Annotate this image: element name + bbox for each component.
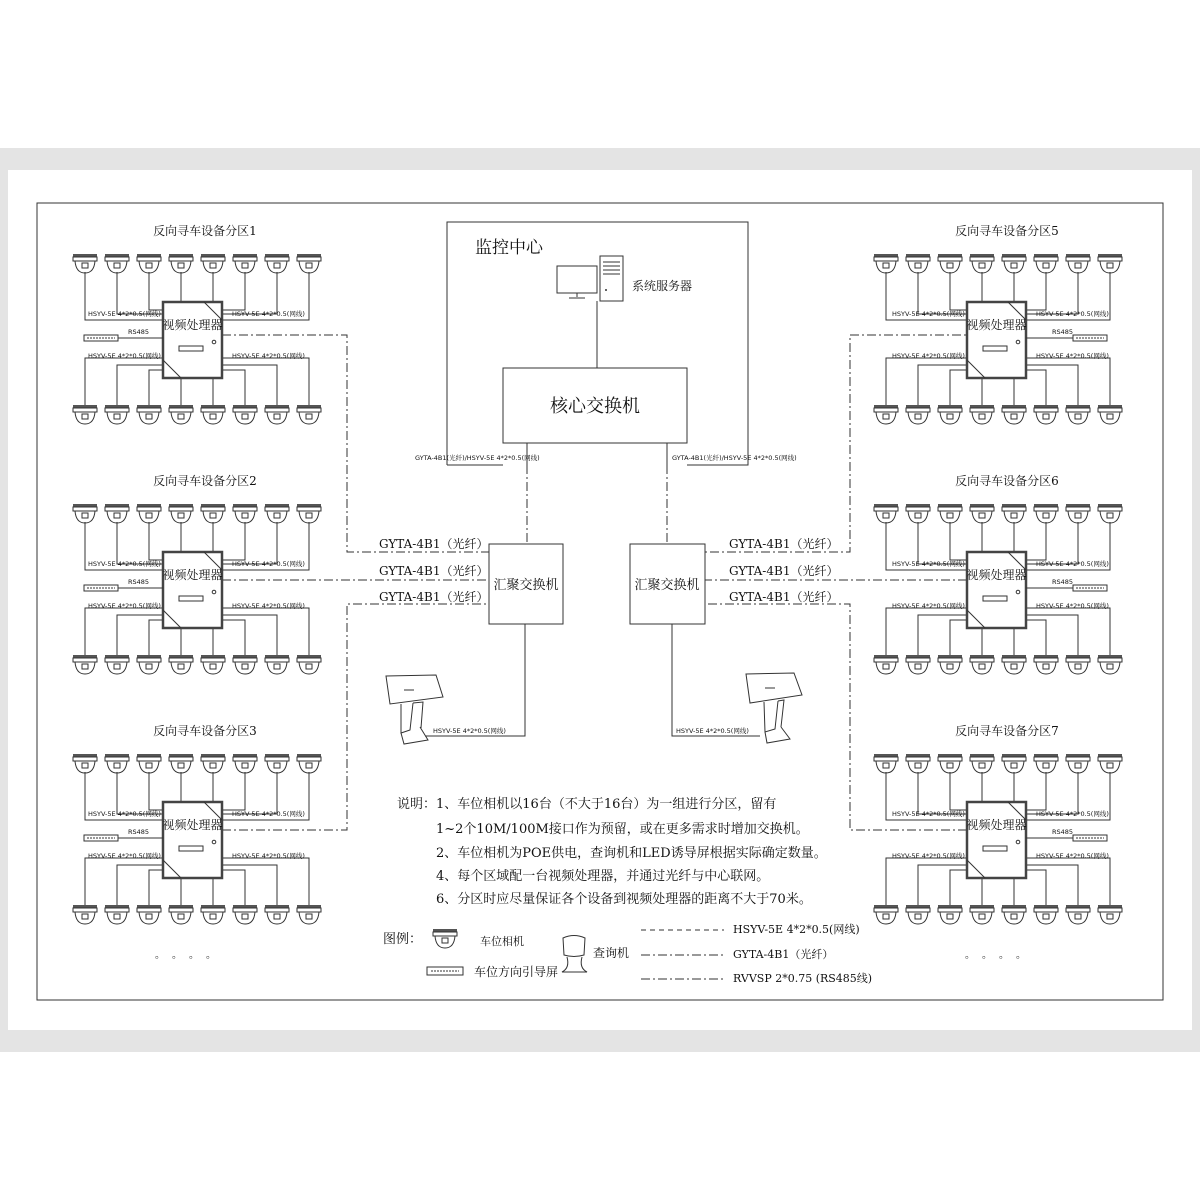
camera-icon: [1034, 405, 1058, 424]
camera-icon: [297, 405, 321, 424]
camera-icon: [1002, 504, 1026, 523]
video-processor: [966, 552, 1026, 628]
camera-icon: [297, 754, 321, 773]
legend-rs485-label: RVVSP 2*0.75 (RS485线): [733, 972, 873, 985]
camera-icon: [137, 254, 161, 273]
fiber-label: GYTA-4B1（光纤）: [729, 537, 839, 551]
rs485-label: RS485: [128, 828, 150, 836]
camera-icon: [137, 754, 161, 773]
camera-icon: [1098, 905, 1122, 924]
legend-title: 图例：: [383, 932, 423, 947]
cable-label: HSYV-5E 4*2*0.5(网线): [232, 602, 305, 610]
zone-5: [874, 223, 1122, 424]
video-processor-label: 视频处理器: [966, 818, 1027, 832]
notes-prefix: 说明：: [397, 797, 437, 812]
cable-label: HSYV-5E 4*2*0.5(网线): [232, 310, 305, 318]
camera-icon: [265, 405, 289, 424]
camera-icon: [906, 905, 930, 924]
legend-guide-screen-label: 车位方向引导屏: [474, 965, 559, 979]
cable-label: HSYV-5E 4*2*0.5(网线): [232, 810, 305, 818]
camera-icon: [970, 254, 994, 273]
camera-icon: [970, 905, 994, 924]
monitoring-center: [415, 222, 797, 544]
zone-title: 反向寻车设备分区5: [955, 224, 1059, 238]
legend-kiosk-label: 查询机: [593, 946, 630, 960]
camera-icon: [105, 254, 129, 273]
core-switch-label: 核心交换机: [550, 396, 640, 417]
camera-icon: [297, 655, 321, 674]
guide-screen-icon: [84, 835, 118, 841]
kiosk-cable-label: HSYV-5E 4*2*0.5(网线): [676, 727, 749, 735]
camera-icon: [906, 754, 930, 773]
video-processor: [966, 802, 1026, 878]
rs485-label: RS485: [128, 578, 150, 586]
cable-label: HSYV-5E 4*2*0.5(网线): [892, 352, 965, 360]
notes: [397, 796, 827, 907]
core-link-left-label: GYTA-4B1(光纤)/HSYV-5E 4*2*0.5(网线): [415, 454, 540, 462]
cable-label: HSYV-5E 4*2*0.5(网线): [1036, 560, 1109, 568]
cable-label: HSYV-5E 4*2*0.5(网线): [1036, 852, 1109, 860]
camera-icon: [201, 905, 225, 924]
camera-icon: [1066, 254, 1090, 273]
note-line: 1、车位相机以16台（不大于16台）为一组进行分区，留有: [436, 797, 777, 812]
camera-icon: [1034, 655, 1058, 674]
camera-icon: [105, 754, 129, 773]
cable-label: HSYV-5E 4*2*0.5(网线): [88, 560, 161, 568]
camera-icon: [137, 504, 161, 523]
camera-icon: [1002, 905, 1026, 924]
camera-icon: [233, 504, 257, 523]
camera-icon: [1002, 405, 1026, 424]
rs485-label: RS485: [1052, 328, 1074, 336]
cable-label: HSYV-5E 4*2*0.5(网线): [232, 560, 305, 568]
guide-screen-icon: [1073, 585, 1107, 591]
rs485-label: RS485: [1052, 828, 1074, 836]
camera-icon: [201, 405, 225, 424]
fiber-label: GYTA-4B1（光纤）: [729, 564, 839, 578]
camera-icon: [233, 405, 257, 424]
camera-icon: [1066, 905, 1090, 924]
guide-screen-icon: [427, 967, 463, 975]
camera-icon: [874, 905, 898, 924]
camera-icon: [201, 254, 225, 273]
camera-icon: [1098, 754, 1122, 773]
cable-label: HSYV-5E 4*2*0.5(网线): [232, 352, 305, 360]
camera-icon: [297, 254, 321, 273]
camera-icon: [233, 754, 257, 773]
camera-icon: [938, 905, 962, 924]
note-line: 6、分区时应尽量保证各个设备到视频处理器的距离不大于70米。: [436, 892, 812, 907]
video-processor: [162, 552, 222, 628]
fiber-label: GYTA-4B1（光纤）: [729, 590, 839, 604]
cable-label: HSYV-5E 4*2*0.5(网线): [892, 602, 965, 610]
camera-icon: [297, 504, 321, 523]
kiosk-icon: [562, 936, 587, 973]
video-processor-label: 视频处理器: [162, 568, 223, 582]
video-processor: [162, 802, 222, 878]
guide-screen-icon: [1073, 835, 1107, 841]
guide-screen-icon: [84, 585, 118, 591]
camera-icon: [105, 655, 129, 674]
camera-icon: [938, 405, 962, 424]
video-processor: [162, 302, 222, 378]
cable-label: HSYV-5E 4*2*0.5(网线): [88, 852, 161, 860]
cable-label: HSYV-5E 4*2*0.5(网线): [892, 810, 965, 818]
camera-icon: [169, 405, 193, 424]
guide-screen-icon: [84, 335, 118, 341]
video-processor-label: 视频处理器: [966, 568, 1027, 582]
zone-1: [73, 223, 321, 424]
camera-icon: [169, 905, 193, 924]
camera-icon: [906, 504, 930, 523]
cable-label: HSYV-5E 4*2*0.5(网线): [892, 560, 965, 568]
camera-icon: [874, 405, 898, 424]
core-link-right-label: GYTA-4B1(光纤)/HSYV-5E 4*2*0.5(网线): [672, 454, 797, 462]
cable-label: HSYV-5E 4*2*0.5(网线): [88, 352, 161, 360]
camera-icon: [938, 254, 962, 273]
camera-icon: [265, 504, 289, 523]
camera-icon: [233, 655, 257, 674]
server-tower-icon: [600, 256, 623, 301]
camera-icon: [970, 754, 994, 773]
camera-icon: [201, 655, 225, 674]
camera-icon: [169, 504, 193, 523]
note-line: 2、车位相机为POE供电，查询机和LED诱导屏根据实际确定数量。: [436, 846, 827, 861]
zone-title: 反向寻车设备分区6: [955, 474, 1059, 488]
zone-title: 反向寻车设备分区2: [153, 474, 257, 488]
cable-label: HSYV-5E 4*2*0.5(网线): [232, 852, 305, 860]
camera-icon: [73, 405, 97, 424]
camera-icon: [1098, 655, 1122, 674]
camera-icon: [73, 504, 97, 523]
camera-icon: [1066, 655, 1090, 674]
camera-icon: [906, 655, 930, 674]
camera-icon: [1098, 254, 1122, 273]
camera-icon: [105, 504, 129, 523]
camera-icon: [201, 504, 225, 523]
camera-icon: [970, 405, 994, 424]
camera-icon: [874, 655, 898, 674]
camera-icon: [1002, 254, 1026, 273]
monitor-icon: [557, 266, 597, 298]
camera-icon: [1034, 254, 1058, 273]
fiber-label: GYTA-4B1（光纤）: [379, 564, 489, 578]
camera-icon: [169, 655, 193, 674]
cable-label: HSYV-5E 4*2*0.5(网线): [88, 602, 161, 610]
camera-icon: [906, 254, 930, 273]
note-line: 4、每个区域配一台视频处理器，并通过光纤与中心联网。: [436, 869, 770, 884]
camera-icon: [874, 254, 898, 273]
camera-icon: [137, 905, 161, 924]
kiosk-right: [672, 624, 802, 743]
camera-icon: [73, 905, 97, 924]
camera-icon: [1098, 405, 1122, 424]
rs485-label: RS485: [1052, 578, 1074, 586]
camera-icon: [73, 754, 97, 773]
video-processor-label: 视频处理器: [162, 318, 223, 332]
more-devices-ellipsis: 。。。。: [965, 950, 1038, 961]
camera-icon: [73, 254, 97, 273]
cable-label: HSYV-5E 4*2*0.5(网线): [1036, 810, 1109, 818]
camera-icon: [970, 504, 994, 523]
legend: [383, 922, 872, 985]
camera-icon: [265, 254, 289, 273]
monitoring-center-title: 监控中心: [475, 238, 543, 258]
video-processor-label: 视频处理器: [966, 318, 1027, 332]
camera-icon: [938, 504, 962, 523]
video-processor-label: 视频处理器: [162, 818, 223, 832]
legend-network-label: HSYV-5E 4*2*0.5(网线): [733, 923, 860, 936]
camera-icon: [874, 504, 898, 523]
more-devices-ellipsis: 。。。。: [155, 950, 228, 961]
camera-icon: [874, 754, 898, 773]
camera-icon: [73, 655, 97, 674]
camera-icon: [1034, 905, 1058, 924]
camera-icon: [265, 905, 289, 924]
zone-3: [73, 723, 321, 961]
cable-label: HSYV-5E 4*2*0.5(网线): [88, 810, 161, 818]
camera-icon: [1002, 754, 1026, 773]
cable-label: HSYV-5E 4*2*0.5(网线): [892, 310, 965, 318]
zone-title: 反向寻车设备分区1: [153, 224, 257, 238]
zone-title: 反向寻车设备分区7: [955, 724, 1059, 738]
cable-label: HSYV-5E 4*2*0.5(网线): [88, 310, 161, 318]
camera-icon: [906, 405, 930, 424]
video-processor: [966, 302, 1026, 378]
camera-icon: [1066, 405, 1090, 424]
kiosk-cable-label: HSYV-5E 4*2*0.5(网线): [433, 727, 506, 735]
rs485-label: RS485: [128, 328, 150, 336]
camera-icon: [265, 655, 289, 674]
legend-camera-label: 车位相机: [480, 935, 524, 948]
zone-title: 反向寻车设备分区3: [153, 724, 257, 738]
camera-icon: [105, 405, 129, 424]
camera-icon: [1034, 504, 1058, 523]
camera-icon: [938, 655, 962, 674]
cable-label: HSYV-5E 4*2*0.5(网线): [1036, 602, 1109, 610]
cable-label: HSYV-5E 4*2*0.5(网线): [892, 852, 965, 860]
camera-icon: [1002, 655, 1026, 674]
fiber-label: GYTA-4B1（光纤）: [379, 537, 489, 551]
camera-icon: [137, 655, 161, 674]
camera-icon: [433, 929, 457, 948]
camera-icon: [1066, 504, 1090, 523]
aggregation-switch-right-label: 汇聚交换机: [634, 578, 700, 593]
camera-icon: [970, 655, 994, 674]
zone-2: [73, 473, 321, 674]
legend-fiber-label: GYTA-4B1（光纤）: [733, 948, 834, 961]
camera-icon: [297, 905, 321, 924]
cable-label: HSYV-5E 4*2*0.5(网线): [1036, 352, 1109, 360]
zone-7: [874, 723, 1122, 961]
aggregation-switch-left-label: 汇聚交换机: [493, 578, 559, 593]
server-label: 系统服务器: [632, 279, 693, 293]
camera-icon: [169, 254, 193, 273]
camera-icon: [1066, 754, 1090, 773]
camera-icon: [105, 905, 129, 924]
camera-icon: [1034, 754, 1058, 773]
fiber-label: GYTA-4B1（光纤）: [379, 590, 489, 604]
camera-icon: [938, 754, 962, 773]
zone-6: [874, 473, 1122, 674]
note-line: 1~2个10M/100M接口作为预留，或在更多需求时增加交换机。: [436, 822, 809, 837]
kiosk-left: [386, 624, 525, 744]
camera-icon: [233, 254, 257, 273]
cable-label: HSYV-5E 4*2*0.5(网线): [1036, 310, 1109, 318]
camera-icon: [265, 754, 289, 773]
guide-screen-icon: [1073, 335, 1107, 341]
camera-icon: [201, 754, 225, 773]
camera-icon: [137, 405, 161, 424]
camera-icon: [433, 929, 457, 948]
camera-icon: [233, 905, 257, 924]
camera-icon: [1098, 504, 1122, 523]
camera-icon: [169, 754, 193, 773]
